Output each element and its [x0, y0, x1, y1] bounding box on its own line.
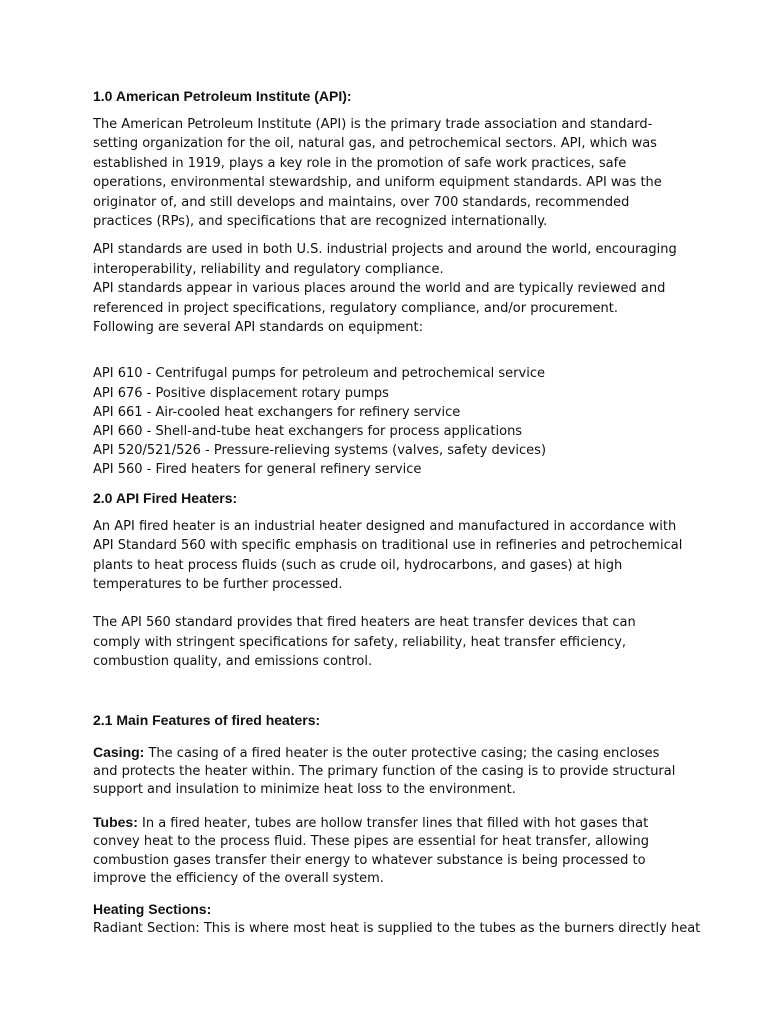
radiant-section-text: Radiant Section: This is where most heat is supplied to the tubes as the burners directly heat [93, 921, 701, 937]
list-item: API 676 - Positive displacement rotary pumps [93, 385, 389, 401]
list-item: API 661 - Air-cooled heat exchangers for refinery service [93, 404, 461, 420]
casing-label: Casing: [93, 743, 145, 760]
tubes-paragraph [93, 813, 683, 889]
list-item: API 520/521/526 - Pressure-relieving systems (valves, safety devices) [93, 443, 547, 459]
section-2-1-heading: 2.1 Main Features of fired heaters: [93, 711, 321, 728]
section-1-paragraph-2: API standards are used in both U.S. industrial projects and around the world, encouraging interoperability, reliability and regulatory compliance. [93, 242, 677, 277]
list-item: API 560 - Fired heaters for general refinery service [93, 462, 422, 478]
section-1-paragraph-1: The American Petroleum Institute (API) is the primary trade association and standard-setting organization for the oil, natural gas, and petrochemical sectors. API, which was established in 1919, plays a key role in the promotion of safe work practices, safe operations, environmental stewardship, and uniform equipment standards. API was the originator of, and still develops and maintains, over 700 standards, recommended practices (RPs), and specifications that are recognized internationally. [93, 117, 662, 230]
heating-sections-heading: Heating Sections: [93, 901, 212, 918]
list-item: API 660 - Shell-and-tube heat exchangers for process applications [93, 424, 523, 440]
list-item: API 610 - Centrifugal pumps for petroleum and petrochemical service [93, 366, 545, 382]
api-standards-list [93, 364, 683, 479]
casing-text: The casing of a fired heater is the outer protective casing; the casing encloses and protects the heater within. The primary function of the casing is to provide structural support and insulation to minimize heat loss to the environment. [93, 745, 676, 798]
tubes-text: In a fired heater, tubes are hollow transfer lines that filled with hot gases that convey heat to the process fluid. These pipes are essential for heat transfer, allowing combustion gases transfer their energy to whatever substance is being processed to improve the efficiency of the overall system. [93, 815, 649, 886]
section-1-paragraph-3: API standards appear in various places around the world and are typically reviewed and referenced in project specifications, regulatory compliance, and/or procurement. Following are several API standards on equipment: [93, 281, 666, 336]
document-page [93, 86, 701, 939]
section-2-paragraph-1: An API fired heater is an industrial heater designed and manufactured in accordance with API Standard 560 with specific emphasis on traditional use in refineries and petrochemical plants to heat process fluids (such as crude oil, hydrocarbons, and gases) at high temperatures to be further processed. [93, 518, 683, 592]
section-2-paragraph-2: The API 560 standard provides that fired heaters are heat transfer devices that can comply with stringent specifications for safety, reliability, heat transfer efficiency, combustion quality, and emissions control. [93, 615, 636, 670]
section-1-heading: 1.0 American Petroleum Institute (API): [93, 88, 352, 104]
casing-paragraph [93, 743, 683, 800]
tubes-label: Tubes: [93, 813, 138, 830]
section-2-heading: 2.0 API Fired Heaters: [93, 489, 238, 506]
